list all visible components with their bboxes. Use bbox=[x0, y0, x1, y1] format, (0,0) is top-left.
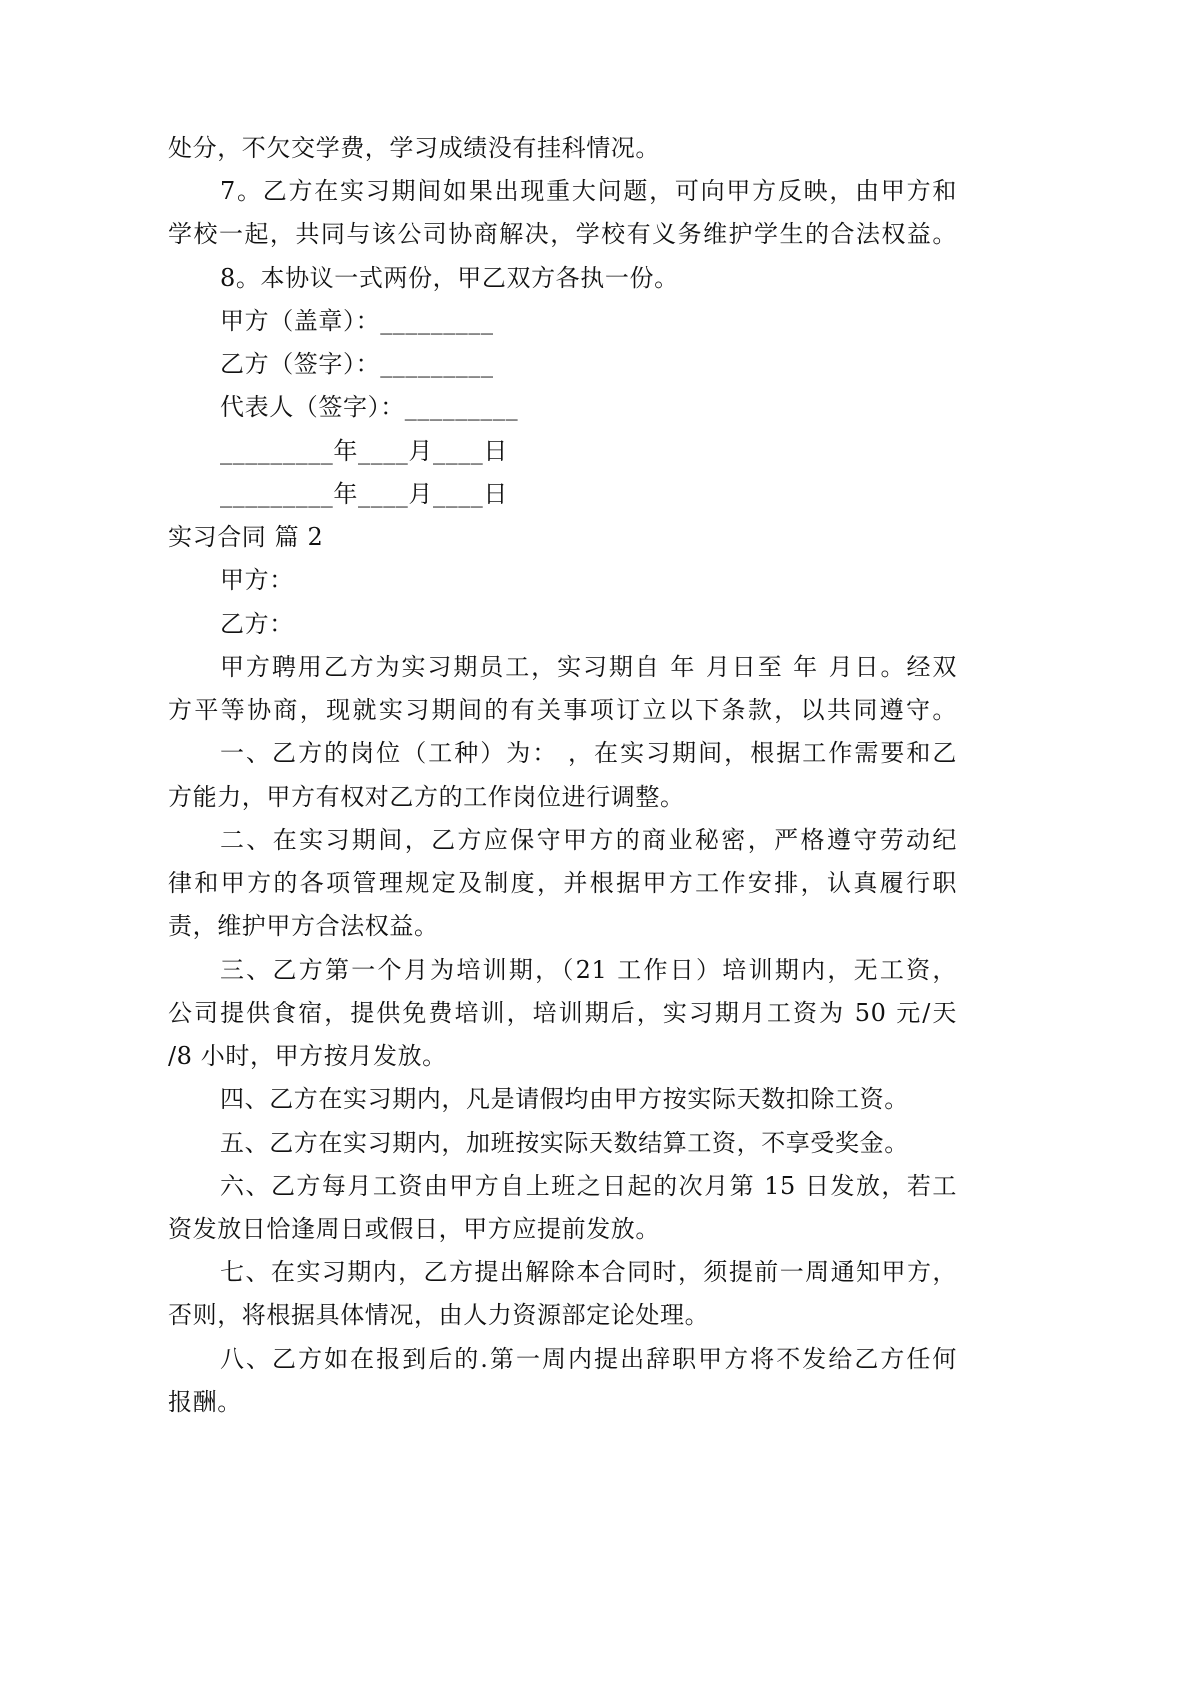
text-line: 六、乙方每月工资由甲方自上班之日起的次月第 15 日发放，若工 bbox=[220, 1171, 957, 1200]
text-line: 甲方（盖章）：_________ bbox=[220, 306, 494, 335]
text-line: 方平等协商，现就实习期间的有关事项订立以下条款，以共同遵守。 bbox=[168, 696, 957, 725]
text-line: 律和甲方的各项管理规定及制度，并根据甲方工作安排，认真履行职 bbox=[168, 869, 957, 898]
text-line: 一、乙方的岗位（工种）为： ，在实习期间，根据工作需要和乙 bbox=[220, 739, 957, 768]
text-line: 责，维护甲方合法权益。 bbox=[168, 912, 439, 941]
section-heading: 实习合同 篇 2 bbox=[168, 523, 324, 552]
text-line: 四、乙方在实习期内，凡是请假均由甲方按实际天数扣除工资。 bbox=[220, 1085, 909, 1114]
text-line: 处分，不欠交学费，学习成绩没有挂科情况。 bbox=[168, 134, 660, 162]
text-line: 8。本协议一式两份，甲乙双方各执一份。 bbox=[220, 263, 679, 292]
text-line: 方能力，甲方有权对乙方的工作岗位进行调整。 bbox=[168, 782, 685, 811]
text-line: 报酬。 bbox=[168, 1387, 242, 1416]
text-line: 乙方（签字）：_________ bbox=[220, 350, 494, 379]
text-line: 7。乙方在实习期间如果出现重大问题，可向甲方反映，由甲方和 bbox=[220, 177, 957, 206]
text-line: _________年____月____日 bbox=[220, 479, 508, 508]
text-line: 五、乙方在实习期内，加班按实际天数结算工资，不享受奖金。 bbox=[220, 1128, 909, 1157]
text-line: 否则，将根据具体情况，由人力资源部定论处理。 bbox=[168, 1301, 710, 1330]
text-line: /8 小时，甲方按月发放。 bbox=[168, 1042, 447, 1071]
text-line: 代表人（签字）：_________ bbox=[220, 393, 519, 422]
text-line: 七、在实习期内，乙方提出解除本合同时，须提前一周通知甲方， bbox=[220, 1258, 957, 1287]
text-line: 八、乙方如在报到后的.第一周内提出辞职甲方将不发给乙方任何 bbox=[220, 1344, 957, 1373]
text-line: 乙方： bbox=[220, 609, 294, 638]
text-line: _________年____月____日 bbox=[220, 436, 508, 465]
text-line: 学校一起，共同与该公司协商解决，学校有义务维护学生的合法权益。 bbox=[168, 220, 957, 249]
text-line: 二、在实习期间，乙方应保守甲方的商业秘密，严格遵守劳动纪 bbox=[220, 825, 957, 854]
text-line: 资发放日恰逢周日或假日，甲方应提前发放。 bbox=[168, 1215, 660, 1243]
text-line: 甲方聘用乙方为实习期员工，实习期自 年 月日至 年 月日。经双 bbox=[220, 652, 957, 681]
text-line: 甲方： bbox=[220, 566, 294, 595]
text-line: 三、乙方第一个月为培训期，（21 工作日）培训期内，无工资， bbox=[220, 955, 957, 984]
text-line: 公司提供食宿，提供免费培训，培训期后，实习期月工资为 50 元/天 bbox=[168, 998, 957, 1027]
